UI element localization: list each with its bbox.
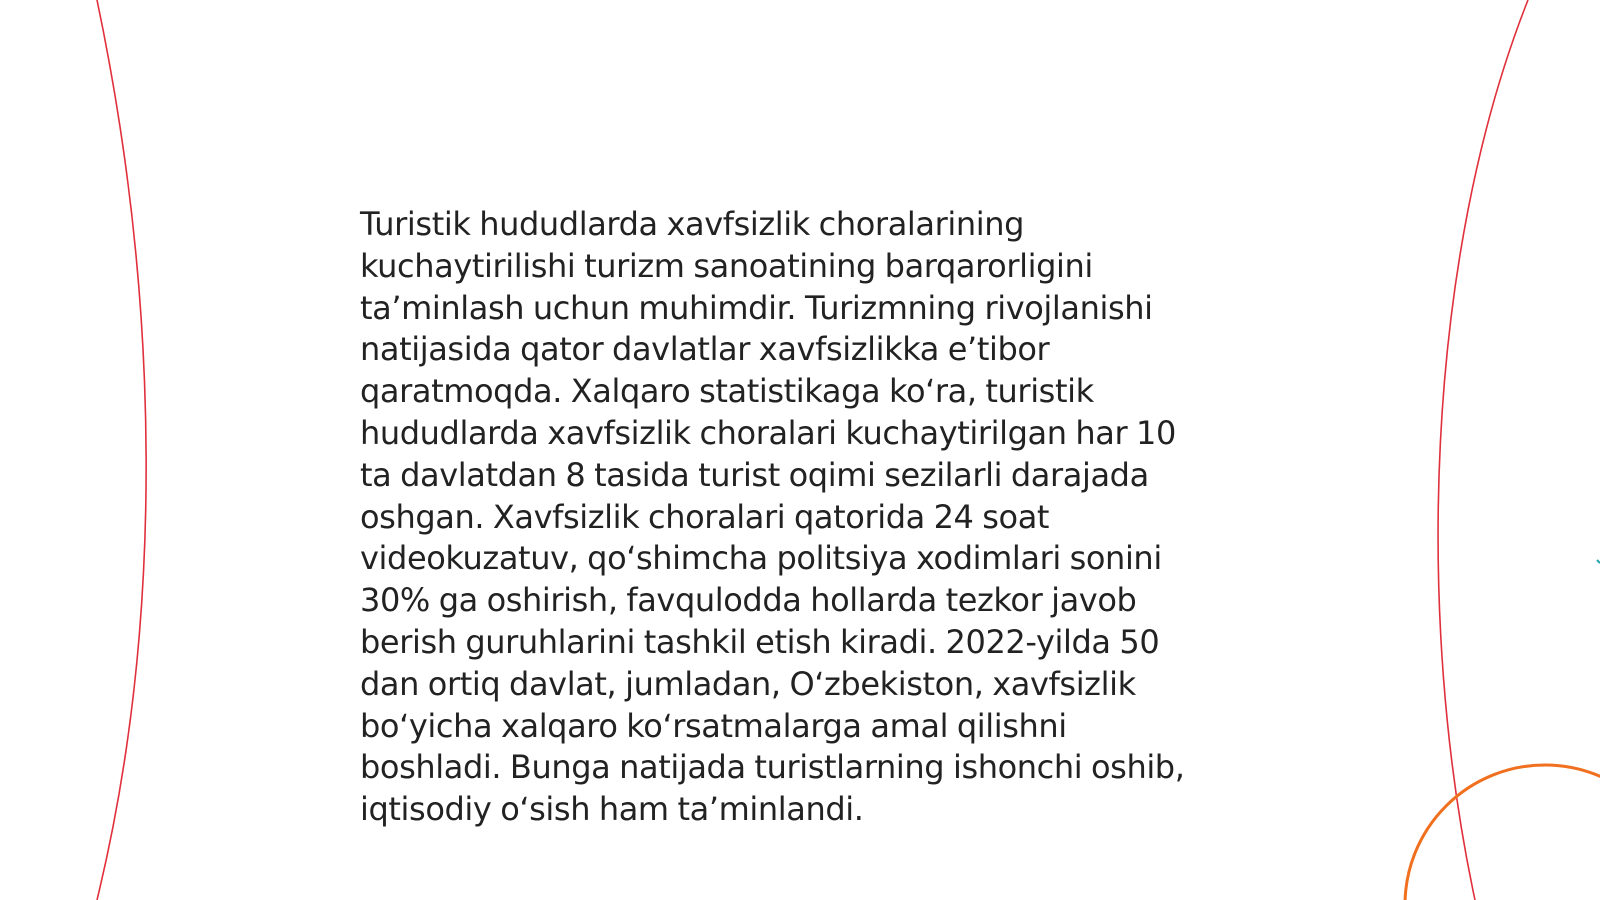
paragraph-line-12: dan ortiq davlat, jumladan, O‘zbekiston, xavfsizlik — [360, 664, 1136, 703]
paragraph-line-5: qaratmoqda. Xalqaro statistikaga ko‘ra, turistik — [360, 372, 1094, 411]
right-curve-decoration — [1438, 0, 1528, 900]
paragraph-line-3: ta’minlash uchun muhimdir. Turizmning rivojlanishi — [360, 288, 1153, 327]
orange-arc-decoration — [1405, 765, 1600, 900]
paragraph-line-6: hududlarda xavfsizlik choralari kuchaytirilgan har 10 — [360, 413, 1176, 452]
paragraph-line-9: videokuzatuv, qo‘shimcha politsiya xodimlari sonini — [360, 539, 1162, 578]
paragraph-line-7: ta davlatdan 8 tasida turist oqimi sezilarli darajada — [360, 455, 1149, 494]
paragraph-line-11: berish guruhlarini tashkil etish kiradi. 2022-yilda 50 — [360, 622, 1160, 661]
paragraph-line-10: 30% ga oshirish, favqulodda hollarda tezkor javob — [360, 581, 1137, 620]
paragraph-line-15: iqtisodiy o‘sish ham ta’minlandi. — [360, 790, 864, 829]
paragraph-line-4: natijasida qator davlatlar xavfsizlikka e’tibor — [360, 330, 1050, 369]
paragraph-line-13: bo‘yicha xalqaro ko‘rsatmalarga amal qilishni — [360, 706, 1067, 745]
paragraph-line-8: oshgan. Xavfsizlik choralari qatorida 24 soat — [360, 497, 1050, 536]
left-curve-decoration — [97, 0, 146, 900]
body-paragraph — [360, 204, 1240, 831]
paragraph-line-2: kuchaytirilishi turizm sanoatining barqarorligini — [360, 246, 1093, 285]
paragraph-line-1: Turistik hududlarda xavfsizlik choralarining — [360, 205, 1025, 243]
paragraph-line-14: boshladi. Bunga natijada turistlarning ishonchi oshib, — [360, 748, 1185, 787]
